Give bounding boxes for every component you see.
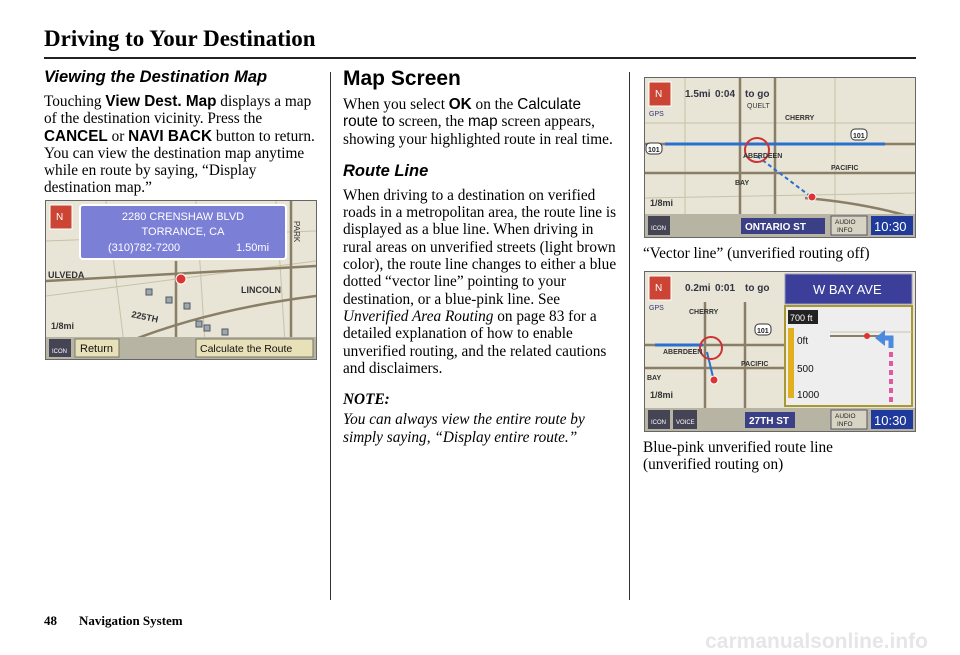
compass-letter: N bbox=[56, 212, 64, 223]
paragraph-route-line bbox=[343, 187, 619, 377]
section-heading-view-dest: Viewing the Destination Map bbox=[44, 68, 268, 86]
paragraph-view-dest bbox=[44, 93, 320, 197]
icon-button-label: ICON bbox=[651, 226, 666, 232]
street-label: LINCOLN bbox=[241, 285, 281, 295]
street-label: 225TH bbox=[130, 309, 160, 325]
voice-button-label: VOICE bbox=[676, 420, 695, 426]
distance-bar-label: 0ft bbox=[797, 336, 809, 347]
caption-vector-line: “Vector line” (unverified routing off) bbox=[643, 245, 870, 262]
gps-label: GPS bbox=[649, 111, 664, 118]
paragraph-map-screen bbox=[343, 96, 619, 148]
button-ref-ok: OK bbox=[448, 96, 472, 113]
scale-label: 1/8mi bbox=[650, 198, 674, 208]
clock-label: 10:30 bbox=[874, 413, 907, 428]
street-label: PARK bbox=[292, 221, 301, 243]
street-label: ABERDEEN bbox=[663, 349, 703, 356]
info-label: INFO bbox=[837, 227, 853, 234]
header-rule bbox=[44, 57, 916, 59]
street-label: BAY bbox=[735, 180, 750, 187]
left-column bbox=[44, 68, 320, 197]
next-street-label: W BAY AVE bbox=[813, 282, 882, 297]
text: or bbox=[107, 127, 129, 145]
text: screen appears, showing your highlighted route in real time. bbox=[343, 113, 613, 148]
button-ref-navi-back: NAVI BACK bbox=[128, 127, 213, 145]
distance-badge-label: 700 ft bbox=[790, 313, 813, 323]
icon-button-label: ICON bbox=[52, 349, 67, 355]
compass-letter: N bbox=[655, 89, 663, 100]
destination-pin-icon bbox=[808, 193, 816, 201]
text: When you select bbox=[343, 96, 449, 113]
column-divider-2 bbox=[629, 72, 630, 600]
clock-label: 10:30 bbox=[874, 219, 907, 234]
text: Touching bbox=[44, 93, 106, 110]
route-shield-number: 101 bbox=[853, 133, 865, 140]
caption-blue-pink bbox=[643, 439, 923, 474]
address-line-1: 2280 CRENSHAW BLVD bbox=[121, 211, 245, 223]
note-label: NOTE: bbox=[343, 391, 390, 409]
street-label: CHERRY bbox=[785, 115, 815, 122]
text: When driving to a destination on verified roads in a metropolitan area, the route line is displayed as a blue line. When driving in rural areas on unverified streets (light brown color), the route line changes to either a blue dotted “vector line” pointing to your destination, or a blue-pink line. See bbox=[343, 186, 617, 308]
footer-label: Navigation System bbox=[79, 613, 183, 628]
text: on the bbox=[471, 96, 518, 113]
text: on page 83 for a detailed explanation of how to enable unverified routing, and the related cautions and disclaimers. bbox=[343, 307, 607, 377]
text: displays a map of the destination vicinity. Press the bbox=[44, 93, 312, 128]
scale-label: 1/8mi bbox=[650, 390, 674, 400]
address-line-2: TORRANCE, CA bbox=[141, 226, 225, 238]
distance-bar bbox=[788, 328, 794, 398]
caption-line-1: Blue-pink unverified route line bbox=[643, 439, 833, 456]
distance: 1.50mi bbox=[236, 242, 270, 254]
page-title: Driving to Your Destination bbox=[44, 26, 316, 51]
return-button-label: Return bbox=[80, 343, 114, 355]
route-shield-number: 101 bbox=[757, 328, 769, 335]
to-go-label: to go bbox=[745, 89, 770, 100]
watermark: carmanualsonline.info bbox=[705, 630, 928, 653]
destination-map-screenshot bbox=[45, 200, 317, 360]
info-label: INFO bbox=[837, 421, 853, 428]
distance-bar-label: 500 bbox=[797, 364, 814, 375]
calculate-route-button-label: Calculate the Route bbox=[200, 343, 293, 355]
screen-ref-calculate: Calculate route to bbox=[343, 96, 581, 131]
gps-label: GPS bbox=[649, 305, 664, 312]
distance-bar-label: 1000 bbox=[797, 390, 820, 401]
compass-letter: N bbox=[655, 283, 663, 294]
destination-pin-icon bbox=[710, 376, 718, 384]
vector-line-map-screenshot bbox=[644, 77, 916, 238]
audio-label: AUDIO bbox=[835, 219, 856, 226]
street-label: PACIFIC bbox=[741, 361, 769, 368]
street-label: BAY bbox=[647, 375, 662, 382]
icon-button-label: ICON bbox=[651, 420, 666, 426]
phone-number: (310)782-7200 bbox=[108, 242, 181, 254]
screen-ref-map: map bbox=[467, 113, 498, 131]
button-ref-view-dest-map: View Dest. Map bbox=[105, 93, 217, 110]
button-ref-cancel: CANCEL bbox=[44, 127, 108, 145]
current-street-label: 27TH ST bbox=[749, 416, 790, 427]
page-number: 48 bbox=[44, 613, 57, 628]
to-go-label: to go bbox=[745, 283, 770, 294]
section-heading-map-screen: Map Screen bbox=[343, 67, 461, 90]
column-divider-1 bbox=[330, 72, 331, 600]
distance-to-go: 1.5mi bbox=[685, 89, 711, 100]
text: button to return. You can view the destination map anytime while en route by saying, “Display destination map.” bbox=[44, 127, 315, 197]
street-label: ABERDEEN bbox=[743, 153, 783, 160]
time-to-go: 0:04 bbox=[715, 89, 736, 100]
section-heading-route-line: Route Line bbox=[343, 161, 429, 180]
note-text: You can always view the entire route by simply saying, “Display entire route.” bbox=[343, 411, 585, 446]
destination-pin-icon bbox=[176, 274, 186, 284]
current-street-label: ONTARIO ST bbox=[745, 222, 806, 233]
caption-line-2: (unverified routing on) bbox=[643, 456, 784, 474]
street-label: QUELT bbox=[747, 103, 770, 110]
street-label: CHERRY bbox=[689, 309, 719, 316]
street-label: PACIFIC bbox=[831, 165, 859, 172]
time-to-go: 0:01 bbox=[715, 283, 736, 294]
text: screen, the bbox=[394, 113, 468, 131]
link-unverified-area-routing: Unverified Area Routing bbox=[343, 307, 494, 325]
route-shield-number: 101 bbox=[648, 147, 660, 154]
middle-column bbox=[343, 67, 619, 446]
distance-to-go: 0.2mi bbox=[685, 283, 711, 294]
scale-label: 1/8mi bbox=[51, 321, 75, 331]
blue-pink-route-map-screenshot bbox=[644, 271, 916, 432]
street-label: ULVEDA bbox=[48, 270, 85, 280]
audio-label: AUDIO bbox=[835, 413, 856, 420]
